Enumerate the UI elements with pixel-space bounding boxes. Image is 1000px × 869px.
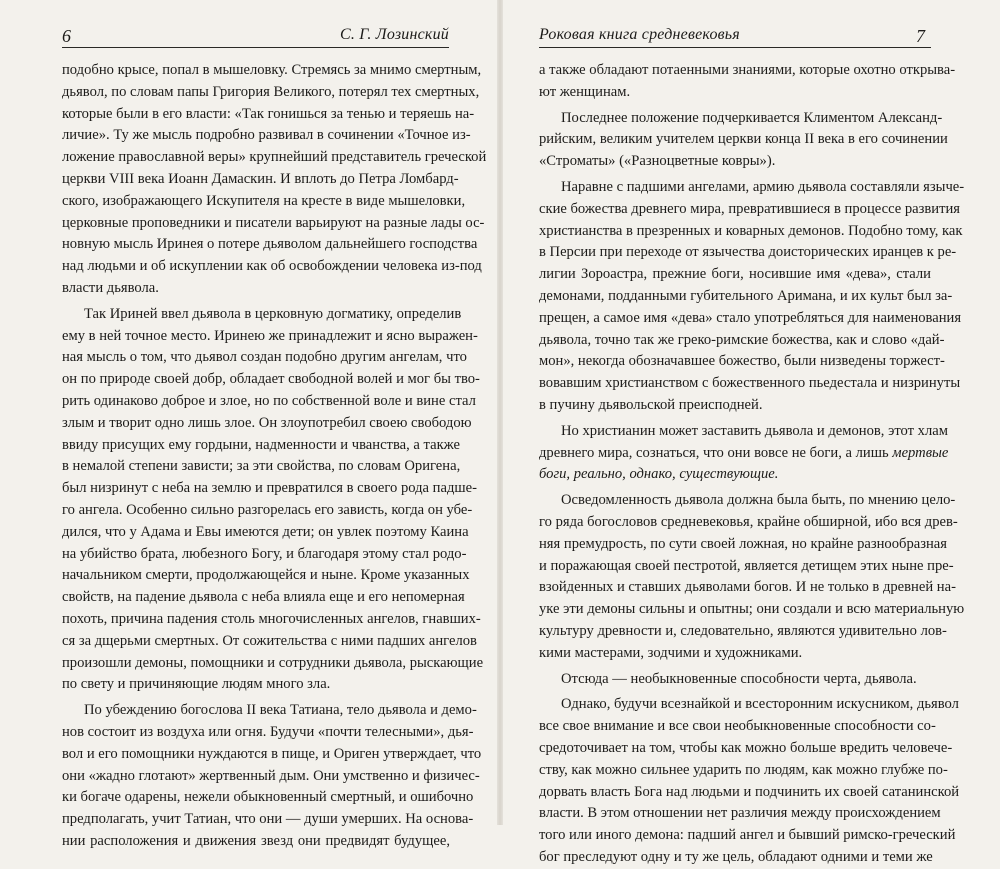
page-number-right: 7 xyxy=(916,26,925,46)
text-line: предполагать, учит Татиан, что они — души умерших. На основа- xyxy=(62,811,474,828)
left-page xyxy=(0,0,497,849)
text-line: и поражающая своей пестротой, является детищем этих ныне пре- xyxy=(539,557,954,574)
running-title-right: Роковая книга средневековья xyxy=(539,26,740,43)
text-line: был низринут с неба на землю и превратился в своего рода падше- xyxy=(62,480,477,497)
text-line: в пучину дьявольской преисподней. xyxy=(539,396,763,413)
text-line: злым и творит одно лишь злое. Он злоупотребил своею свободою xyxy=(62,414,472,431)
text-line: в Персии при переходе от язычества доисторических иранцев к ре- xyxy=(539,244,957,261)
text-line: уке эти демоны сильны и опытны; они создали и всю материальную xyxy=(539,601,965,618)
text-line: го ангела. Особенно сильно разгорелась его зависть, когда он убе- xyxy=(62,501,473,518)
text-line: похоть, причина падения столь многочисленных ангелов, гнавших- xyxy=(62,610,481,627)
text-line: няя премудрость, по сути своей ложная, но крайне разнообразная xyxy=(539,535,947,552)
text-line: «Строматы» («Разноцветные ковры»). xyxy=(539,153,776,170)
text-line: Последнее положение подчеркивается Климентом Александ- xyxy=(561,109,943,126)
text-line: лигии Зороастра, прежние боги, носившие имя «дева», стали xyxy=(539,266,931,283)
text-line: свойств, на падение дьявола с неба влияла еще и его непомерная xyxy=(62,589,465,606)
text-line: он по природе своей добр, обладает свободной волей и мог бы тво- xyxy=(62,371,480,388)
right-page xyxy=(503,0,1000,865)
text-line: они «жадно глотают» жертвенный дым. Они умственно и физичес- xyxy=(62,767,480,784)
text-line: ся за дщерьми смертных. От сожительства с ними падших ангелов xyxy=(62,632,477,649)
text-line: ские божества древнего мира, превратившиеся в процессе развития xyxy=(539,200,961,217)
text-line: Однако, будучи всезнайкой и всесторонним искусником, дьявол xyxy=(561,696,959,713)
page-number-left: 6 xyxy=(62,26,71,46)
text-line: По убеждению богослова II века Татиана, тело дьявола и демо- xyxy=(84,702,477,719)
text-line: ского, изображающего Искупителя на кресте в виде мышеловки, xyxy=(62,192,466,209)
text-line: христианства в презренных и коварных демонов. Подобно тому, как xyxy=(539,222,963,239)
left-page-header xyxy=(62,23,449,48)
text-line: по свету и причиняющие людям много зла. xyxy=(62,676,331,693)
text-line: которые были в его власти: «Так гонишься за тенью и теряешь на- xyxy=(62,105,475,122)
text-line: над людьми и об искуплении как об освобождении человека из-под xyxy=(62,258,482,275)
text-line xyxy=(539,443,949,465)
text-line: Так Ириней ввел дьявола в церковную догматику, определив xyxy=(84,305,462,322)
text-fragment: древнего мира, сознаться, что они вовсе не боги, а лишь xyxy=(539,444,889,461)
text-line: произошли демоны, помощники и сотрудники дьявола, рыскающие xyxy=(62,654,484,671)
text-line: Но христианин может заставить дьявола и демонов, этот хлам xyxy=(561,422,948,439)
text-line: новную мысль Иринея о потере дьяволом дальнейшего господства xyxy=(62,236,478,253)
text-line: ки богаче одарены, нежели обыкновенный смертный, и ошибочно xyxy=(62,789,474,806)
text-line: личие». Ту же мысль подробно развивал в сочинении «Точное из- xyxy=(62,127,471,144)
text-line: ему в ней точное место. Иринею же принадлежит и ясно выражен- xyxy=(62,327,478,344)
text-line: го ряда богословов средневековья, крайне обширной, ибо вся древ- xyxy=(539,513,958,530)
text-line: на убийство брата, любезного Богу, и благодаря этому стал родо- xyxy=(62,545,467,562)
italic-phrase: мертвые xyxy=(892,444,949,461)
text-line: дился, что у Адама и Евы имеются дети; он увлек поэтому Каина xyxy=(62,523,469,540)
text-line: ют женщинам. xyxy=(539,83,631,100)
text-line: дьявол, по словам папы Григория Великого, потерял тех смертных, xyxy=(62,83,480,100)
text-line: культуру древности и, следовательно, являются удивительно лов- xyxy=(539,622,947,639)
text-line: взойденных и ставших дьяволами богов. И не только в древней на- xyxy=(539,579,956,596)
text-line: а также обладают потаенными знаниями, которые охотно открыва- xyxy=(539,62,956,78)
text-line: церкви VIII века Иоанн Дамаскин. И вплоть до Петра Ломбард- xyxy=(62,170,459,187)
text-line: мон», некогда обозначавшее божество, были низведены торжест- xyxy=(539,353,945,370)
text-line: начальником смерти, продолжающейся и ныне. Кроме указанных xyxy=(62,567,470,584)
text-line: нии расположения и движения звезд они предвидят будущее, xyxy=(62,832,450,849)
text-line: дорвать власть Бога над людьми и подчинить их своей сатанинской xyxy=(539,783,960,800)
text-line: бог преследуют одну и ту же цель, обладают одними и теми же xyxy=(539,848,933,865)
text-line: рить одинаково доброе и злое, но по собственной воле и вине стал xyxy=(62,392,476,409)
text-line: демонами, подданными губительного Аримана, и их культ был за- xyxy=(539,287,953,304)
text-line: церковные проповедники и писатели варьируют на разные лады ос- xyxy=(62,214,485,231)
text-line: прещен, а самое имя «дева» стало употребляться для наименования xyxy=(539,309,962,326)
text-line: ная мысль о том, что дьявол создан подобно другим ангелам, что xyxy=(62,349,467,366)
text-line: все свое внимание и все свои необыкновенные способности со- xyxy=(539,718,936,735)
text-line: нов состоит из воздуха или огня. Будучи «почти телесными», дья- xyxy=(62,723,474,740)
text-line: вол и его помощники нуждаются в пище, и Ориген утверждает, что xyxy=(62,745,482,762)
right-page-header xyxy=(539,23,931,48)
text-line: власти дьявола. xyxy=(62,279,159,296)
text-line: власти. В этом отношении нет различия между происхождением xyxy=(539,805,941,822)
text-line: Отсюда — необыкновенные способности черта, дьявола. xyxy=(561,670,917,687)
right-page-body xyxy=(539,60,965,869)
text-line: кими мастерами, зодчими и художниками. xyxy=(539,644,803,661)
text-line: Осведомленность дьявола должна была быть, по мнению цело- xyxy=(561,492,956,509)
text-line-italic: боги, реально, однако, существующие. xyxy=(539,466,779,483)
running-title-left: С. Г. Лозинский xyxy=(340,26,449,43)
text-line: средоточивает на том, чтобы как можно больше вредить человече- xyxy=(539,739,953,756)
text-line: рийским, великим учителем церкви конца II века в его сочинении xyxy=(539,131,948,148)
text-line: Наравне с падшими ангелами, армию дьявола составляли языче- xyxy=(561,178,965,195)
text-line: вовавшим христианством с божественного пьедестала и низринуты xyxy=(539,375,961,392)
text-line: дьявола, точно так же греко-римские божества, как и слово «дай- xyxy=(539,331,945,348)
text-line: того или иного демона: падший ангел и бывший римско-греческий xyxy=(539,827,956,844)
left-page-body xyxy=(62,60,487,853)
text-line: подобно крысе, попал в мышеловку. Стремясь за мнимо смертным, xyxy=(62,62,482,78)
text-line: ству, как можно сильнее ударить по людям, как можно глубже по- xyxy=(539,761,948,778)
text-line: в немалой степени зависти; за эти свойства, по словам Оригена, xyxy=(62,458,461,475)
text-line: ложение православной веры» крупнейший представитель греческой xyxy=(62,149,487,166)
text-line: ввиду присущих ему гордыни, надменности и чванства, а также xyxy=(62,436,461,453)
